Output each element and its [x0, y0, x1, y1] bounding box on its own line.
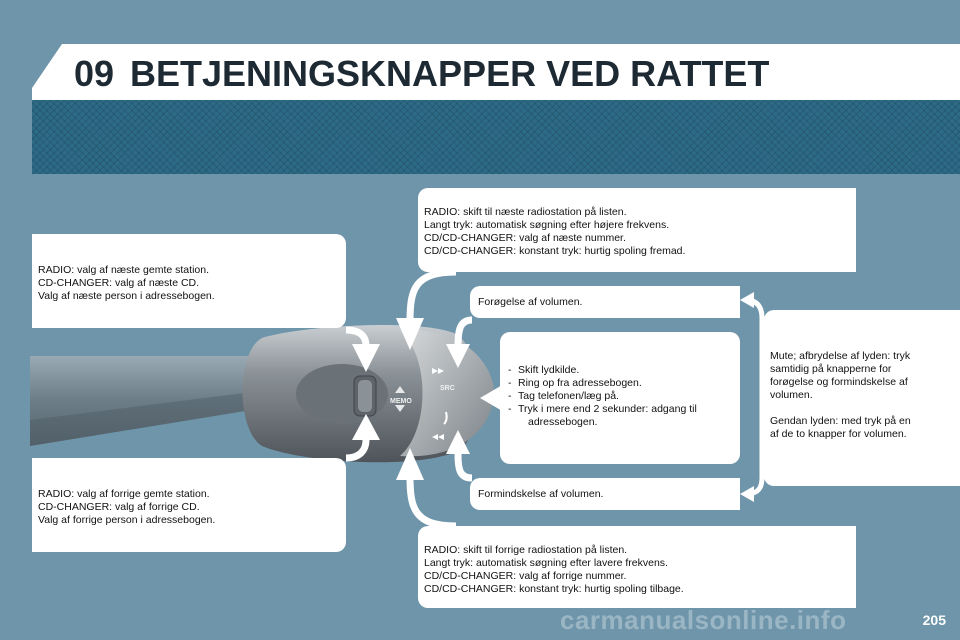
- list-item: - Tryk i mere end 2 sekunder: adgang til: [508, 403, 697, 415]
- description-line: Mute; afbrydelse af lyden: tryk: [770, 350, 911, 362]
- description-line: Valg af forrige person i adressebogen.: [38, 514, 216, 526]
- mute-arrow-down-icon: [740, 486, 754, 502]
- previous-preset-description: [32, 458, 346, 552]
- description-line: Forøgelse af volumen.: [478, 296, 583, 308]
- previous-station-description: [418, 526, 856, 608]
- page-title: BETJENINGSKNAPPER VED RATTET: [130, 53, 770, 94]
- chapter-number: 09: [74, 53, 115, 94]
- description-line: CD-CHANGER: valg af næste CD.: [38, 277, 200, 289]
- description-line: RADIO: skift til næste radiostation på listen.: [424, 206, 627, 218]
- next-station-description: [418, 188, 856, 272]
- arrow-vol-up-stem: [458, 320, 472, 346]
- mute-bracket-line: [746, 300, 762, 494]
- description-line: CD-CHANGER: valg af forrige CD.: [38, 501, 200, 513]
- description-line: CD/CD-CHANGER: valg af forrige nummer.: [424, 570, 627, 582]
- arrow-next-track-stem: [410, 272, 456, 322]
- description-line: Valg af næste person i adressebogen.: [38, 290, 215, 302]
- watermark: carmanualsonline.info: [560, 605, 847, 635]
- description-line: volumen.: [770, 389, 813, 401]
- next-preset-description: [32, 234, 346, 328]
- list-item: - Skift lydkilde.: [508, 364, 580, 376]
- description-line: RADIO: valg af forrige gemte station.: [38, 488, 210, 500]
- description-line: CD/CD-CHANGER: konstant tryk: hurtig spoling fremad.: [424, 245, 686, 257]
- description-line: Gendan lyden: med tryk på en: [770, 415, 911, 427]
- memo-wheel-shine: [358, 380, 372, 412]
- source-button-description: [500, 332, 740, 464]
- description-line: CD/CD-CHANGER: konstant tryk: hurtig spoling tilbage.: [424, 583, 684, 595]
- arrow-prev-track-stem: [410, 476, 456, 526]
- description-line: forøgelse og formindskelse af: [770, 376, 908, 388]
- mute-description: [764, 310, 960, 486]
- description-line: Formindskelse af volumen.: [478, 488, 604, 500]
- description-line: Langt tryk: automatisk søgning efter højere frekvens.: [424, 219, 670, 231]
- description-line: RADIO: valg af næste gemte station.: [38, 264, 209, 276]
- memo-label: MEMO: [390, 398, 412, 405]
- arrow-vol-down-stem: [458, 454, 472, 478]
- description-line: samtidig på knapperne for: [770, 363, 892, 375]
- description-line: Langt tryk: automatisk søgning efter lavere frekvens.: [424, 557, 668, 569]
- list-item-continuation: adressebogen.: [528, 416, 598, 428]
- list-item: - Tag telefonen/læg på.: [508, 390, 619, 402]
- volume-up-description: [470, 286, 740, 318]
- description-line: CD/CD-CHANGER: valg af næste nummer.: [424, 232, 626, 244]
- page-number: 205: [922, 612, 946, 628]
- description-line: RADIO: skift til forrige radiostation på listen.: [424, 544, 628, 556]
- volume-down-description: [470, 478, 740, 510]
- description-line: af de to knapper for volumen.: [770, 428, 907, 440]
- src-label: SRC: [440, 385, 455, 392]
- list-item: - Ring op fra adressebogen.: [508, 377, 642, 389]
- mute-arrow-up-icon: [740, 292, 754, 308]
